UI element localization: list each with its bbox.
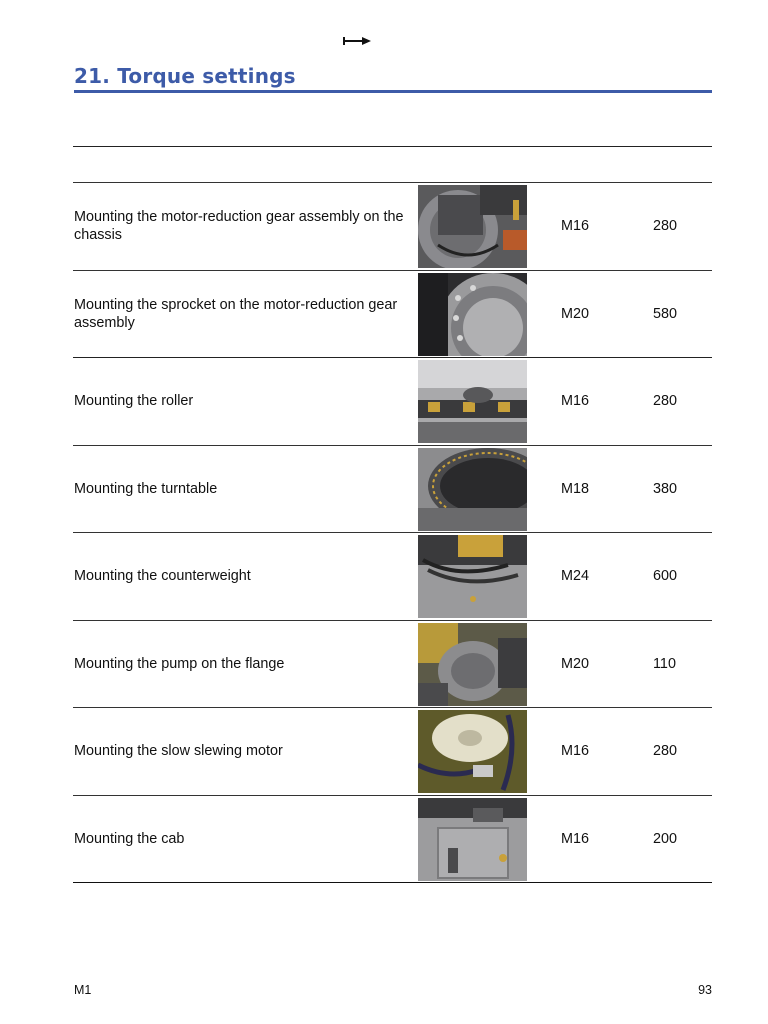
row-description: Mounting the pump on the flange [74, 655, 285, 672]
row-thread-size: M16 [561, 830, 589, 847]
slewing-motor-photo [418, 710, 527, 793]
row-thread-size: M24 [561, 568, 589, 585]
table-row [73, 183, 712, 271]
sprocket-photo [418, 273, 527, 356]
row-description: Mounting the counterweight [74, 568, 251, 585]
table-row [73, 271, 712, 359]
row-thread-size: M16 [561, 218, 589, 235]
heading-rule [74, 90, 712, 93]
row-description: Mounting the slow slewing motor [74, 743, 283, 760]
counterweight-photo [418, 535, 527, 618]
motor-reduction-gear-photo [418, 185, 527, 268]
cab-photo [418, 798, 527, 881]
row-thread-size: M20 [561, 305, 589, 322]
row-description: Mounting the motor-reduction gear assembly on the chassis [74, 209, 404, 244]
row-torque-value: 280 [653, 743, 678, 760]
table-row [73, 358, 712, 446]
right-arrow-icon [342, 34, 372, 48]
section-title: 21. Torque settings [74, 64, 296, 88]
row-torque-value: 200 [653, 830, 678, 847]
page-number: 93 [698, 983, 712, 997]
table-header-row [73, 146, 712, 183]
table-row [73, 708, 712, 796]
roller-photo [418, 360, 527, 443]
turntable-photo [418, 448, 527, 531]
row-torque-value: 600 [653, 568, 678, 585]
table-row [73, 533, 712, 621]
row-thread-size: M20 [561, 655, 589, 672]
table-row [73, 446, 712, 534]
row-thread-size: M18 [561, 480, 589, 497]
row-description: Mounting the turntable [74, 480, 218, 497]
row-description: Mounting the cab [74, 830, 185, 847]
footer-model-code: M1 [74, 983, 92, 997]
table-row [73, 796, 712, 884]
row-thread-size: M16 [561, 393, 589, 410]
row-torque-value: 580 [653, 305, 678, 322]
row-thread-size: M16 [561, 743, 589, 760]
row-torque-value: 110 [653, 655, 676, 672]
row-torque-value: 380 [653, 480, 678, 497]
row-torque-value: 280 [653, 393, 678, 410]
table-row [73, 621, 712, 709]
row-torque-value: 280 [653, 218, 678, 235]
torque-table [73, 146, 712, 883]
row-description: Mounting the sprocket on the motor-reduction gear assembly [74, 296, 398, 331]
pump-flange-photo [418, 623, 527, 706]
row-description: Mounting the roller [74, 393, 194, 410]
